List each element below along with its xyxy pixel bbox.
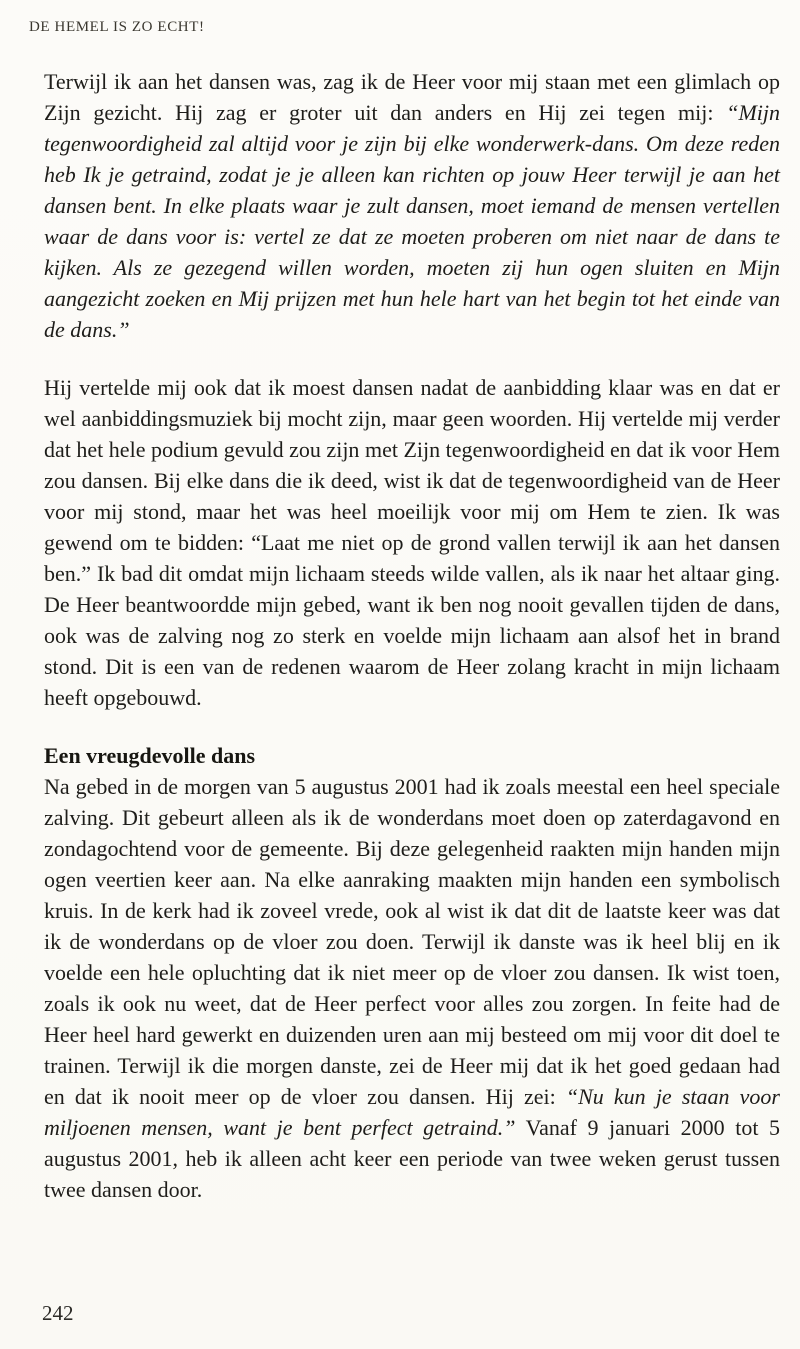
paragraph-1 xyxy=(44,66,780,345)
running-header: DE HEMEL IS ZO ECHT! xyxy=(29,19,205,35)
section-heading: Een vreugdevolle dans xyxy=(44,743,256,768)
paragraph-3-narration-2: Vanaf 9 januari 2000 tot 5 augustus 2001, heb ik alleen acht keer een periode van twee weken gerust tussen twee dansen door. xyxy=(44,1115,781,1202)
paragraph-3-narration-1: Na gebed in de morgen van 5 augustus 2001 had ik zoals meestal een heel speciale zalving. Dit gebeurt alleen als ik de wonderdans moet doen op zaterdagavond en zondagochtend voor de gemeente. Bij deze gelegenheid raakten mijn handen mijn ogen veertien keer aan. Na elke aanraking maakten mijn handen een symbolisch kruis. In de kerk had ik zoveel vrede, ook al wist ik dat dit de laatste keer was dat ik de wonderdans op de vloer zou doen. Terwijl ik danste was ik heel blij en ik voelde een hele opluchting dat ik niet meer op de vloer zou dansen. Ik wist toen, zoals ik ook nu weet, dat de Heer perfect voor alles zou zorgen. In feite had de Heer heel hard gewerkt en duizenden uren aan mij besteed om mij voor dit doel te trainen. Terwijl ik die morgen danste, zei de Heer mij dat ik het goed gedaan had en dat ik nooit meer op de vloer zou dansen. Hij zei: xyxy=(44,774,780,1109)
paragraph-2: Hij vertelde mij ook dat ik moest dansen nadat de aanbidding klaar was en dat er wel aanbiddingsmuziek bij mocht zijn, maar geen woorden. Hij vertelde mij verder dat het hele podium gevuld zou zijn met Zijn tegenwoordigheid en dat ik voor Hem zou dansen. Bij elke dans die ik deed, wist ik dat de tegenwoordigheid van de Heer voor mij stond, maar het was heel moeilijk voor mij om Hem te zien. Ik was gewend om te bidden: “Laat me niet op de grond vallen terwijl ik aan het dansen ben.” Ik bad dit omdat mijn lichaam steeds wilde vallen, als ik naar het altaar ging. De Heer beantwoordde mijn gebed, want ik ben nog nooit gevallen tijden de dans, ook was de zalving nog zo sterk en voelde mijn lichaam aan alsof het in brand stond. Dit is een van de redenen waarom de Heer zolang kracht in mijn lichaam heeft opgebouwd. xyxy=(44,375,780,710)
page-content xyxy=(44,66,780,1205)
paragraph-1-quote: “Mijn tegenwoordigheid zal altijd voor je zijn bij elke wonderwerk-dans. Om deze reden heb Ik je getraind, zodat je je alleen kan richten op jouw Heer terwijl je aan het dansen bent. In elke plaats waar je zult dansen, moet iemand de mensen vertellen waar de dans voor is: vertel ze dat ze moeten proberen om niet naar de dans te kijken. Als ze gezegend willen worden, moeten zij hun ogen sluiten en Mijn aangezicht zoeken en Mij prijzen met hun hele hart van het begin tot het einde van de dans.” xyxy=(44,100,780,342)
paragraph-1-narration: Terwijl ik aan het dansen was, zag ik de Heer voor mij staan met een glimlach op Zijn gezicht. Hij zag er groter uit dan anders en Hij zei tegen mij: xyxy=(44,69,780,125)
paragraph-3-quote: “Nu kun je staan voor miljoenen mensen, want je bent perfect getraind.” xyxy=(44,1084,780,1140)
paragraph-3 xyxy=(44,771,780,1205)
page-number: 242 xyxy=(42,1301,74,1325)
